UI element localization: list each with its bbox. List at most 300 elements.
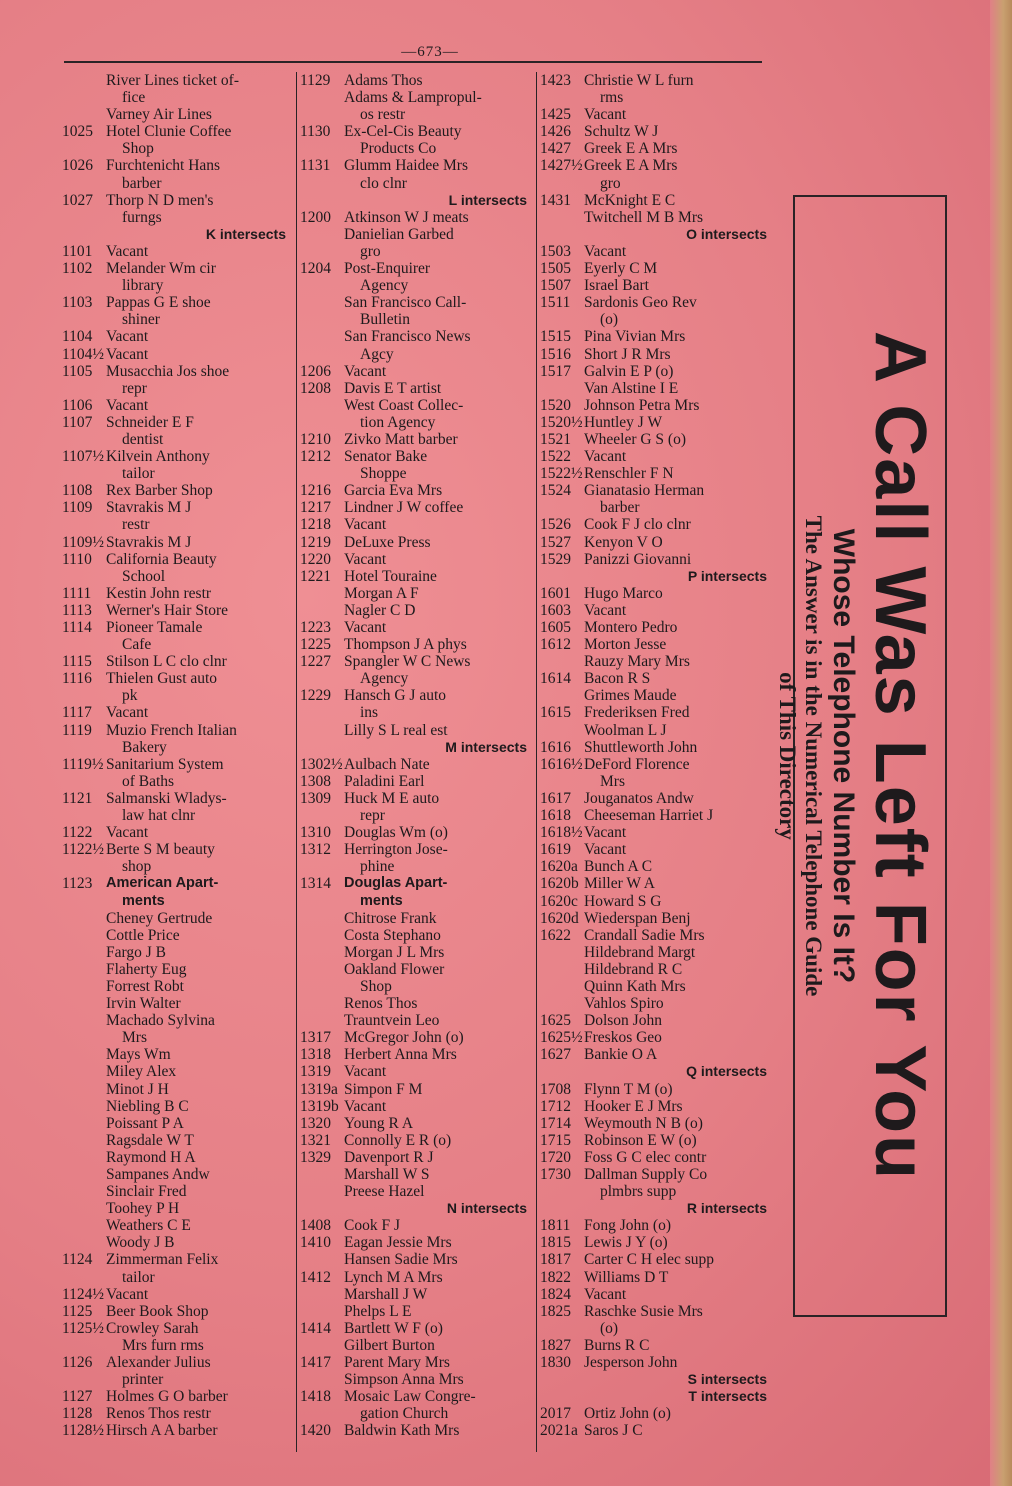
directory-entry [300,1183,535,1200]
entry-name: Preese Hazel [344,1183,425,1201]
entry-continuation: (o) [600,311,619,329]
directory-entry [62,1251,294,1285]
entry-name: Woody J B [106,1234,175,1252]
directory-entry [62,534,294,551]
directory-entry [300,585,535,602]
entry-name: California Beauty [106,550,217,568]
directory-entry [540,431,775,448]
entry-continuation: (o) [600,1319,619,1337]
entry-name: Phelps L E [344,1302,412,1320]
entry-continuation: repr [360,807,385,825]
house-number: 2017 [540,1405,571,1423]
directory-entry [62,585,294,602]
directory-entry [62,414,294,448]
directory-column-3 [540,72,775,1440]
directory-entry [300,687,535,721]
entry-name: Mays Wm [106,1046,171,1064]
house-number: 1420 [300,1422,331,1440]
directory-entry [540,328,775,345]
entry-name: Weathers C E [106,1217,191,1235]
directory-entry [300,448,535,482]
directory-entry [300,1337,535,1354]
entry-name: San Francisco Call- [344,294,467,312]
house-number: 1119 [62,721,92,739]
entry-name: Cheeseman Harriet J [584,807,714,825]
house-number: 1825 [540,1302,571,1320]
house-number: 1423 [540,72,571,89]
directory-entry [540,1098,775,1115]
directory-entry [300,157,535,191]
entry-continuation: gation Church [360,1405,449,1423]
entry-name: Raymond H A [106,1148,196,1166]
directory-entry [300,1422,535,1439]
entry-name: Poissant P A [106,1114,184,1132]
directory-entry [300,1046,535,1063]
entry-continuation: ments [122,892,165,909]
directory-entry [62,1115,294,1132]
directory-entry [300,294,535,328]
house-number: 1200 [300,208,331,226]
entry-name: Bartlett W F (o) [344,1319,443,1337]
directory-entry [62,910,294,927]
directory-entry [62,1286,294,1303]
directory-entry [540,756,775,790]
house-number: 1520½ [540,413,583,431]
entry-name: Hansch G J auto [344,687,447,705]
house-number: 1102 [62,260,93,278]
house-number: 1108 [62,482,93,500]
directory-entry [62,397,294,414]
directory-entry [300,1081,535,1098]
entry-continuation: clo clnr [360,174,407,192]
house-number: 1522 [540,448,571,466]
entry-name: Post-Enquirer [344,260,431,278]
entry-name: Vacant [106,396,149,414]
entry-name: Eyerly C M [584,260,658,278]
entry-name: Hooker E J Mrs [584,1097,683,1115]
directory-entry [540,824,775,841]
house-number: 1822 [540,1268,571,1286]
directory-entry [62,1183,294,1200]
house-number: 1515 [540,328,571,346]
house-number: 1620b [540,875,579,893]
directory-entry [540,140,775,157]
entry-name: Hugo Marco [584,584,663,602]
directory-entry [540,448,775,465]
entry-name: Vacant [106,328,149,346]
house-number: 1109½ [62,533,105,551]
directory-entry [540,1166,775,1200]
entry-name: Vacant [106,824,149,842]
entry-name: Toohey P H [106,1200,180,1218]
entry-name: Gilbert Burton [344,1336,435,1354]
house-number: 1318 [300,1046,331,1064]
entry-name: Spangler W C News [344,653,471,671]
directory-entry [300,516,535,533]
house-number: 1219 [300,533,331,551]
house-number: 1529 [540,550,571,568]
directory-entry [300,722,535,739]
house-number: 1312 [300,841,331,859]
street-intersect-label: T intersects [688,1388,767,1405]
entry-name: Greek E A Mrs [584,140,678,158]
entry-name: Jouganatos Andw [584,789,694,807]
directory-entry [62,106,294,123]
house-number: 1317 [300,1029,331,1047]
house-number: 1811 [540,1217,571,1235]
directory-entry [540,790,775,807]
house-number: 1103 [62,294,93,312]
directory-entry [300,499,535,516]
entry-name: Herrington Jose- [344,841,448,859]
directory-entry [540,1354,775,1371]
directory-entry [540,1149,775,1166]
house-number: 1109 [62,499,93,517]
entry-name: Zivko Matt barber [344,430,458,448]
entry-continuation: restr [122,516,150,534]
entry-name: Vacant [584,601,627,619]
entry-name: Beer Book Shop [106,1302,209,1320]
house-number: 1720 [540,1148,571,1166]
house-number: 1121 [62,789,93,807]
house-number: 1221 [300,567,331,585]
entry-name: Rauzy Mary Mrs [584,653,690,671]
directory-entry [540,1115,775,1132]
house-number: 1507 [540,277,571,295]
ad-line-3: of This Directory [775,672,800,840]
ad-rotated-text [775,206,940,1306]
directory-entry [540,123,775,140]
directory-entry [300,363,535,380]
directory-entry [540,1422,775,1439]
house-number: 1124½ [62,1285,105,1303]
entry-name: Minot J H [106,1080,169,1098]
directory-entry [300,534,535,551]
directory-entry [300,961,535,995]
house-number: 1126 [62,1354,93,1372]
house-number: 1824 [540,1285,571,1303]
directory-entry [62,294,294,328]
house-number: 1122½ [62,841,105,859]
entry-name: Miller W A [584,875,655,893]
directory-entry [300,1371,535,1388]
entry-continuation: phine [360,858,395,876]
directory-entry [62,653,294,670]
entry-name: Vacant [344,619,387,636]
house-number: 1817 [540,1251,571,1269]
house-number: 1505 [540,260,571,278]
house-number: 1309 [300,789,331,807]
entry-continuation: Mrs furn rms [122,1336,204,1354]
entry-name: Vacant [106,704,149,722]
house-number: 1125 [62,1302,93,1320]
entry-name: Saros J C [584,1422,643,1440]
directory-entry [300,1388,535,1422]
directory-entry [62,602,294,619]
directory-column-1 [62,72,294,1440]
house-number: 1521 [540,430,571,448]
directory-entry [540,841,775,858]
directory-entry [62,346,294,363]
entry-name: Twitchell M B Mrs [584,208,704,226]
entry-name: Parent Mary Mrs [344,1354,450,1372]
directory-entry [300,226,535,260]
directory-entry [540,1012,775,1029]
entry-name: Sanitarium System [106,755,224,773]
entry-name: Johnson Petra Mrs [584,396,700,414]
entry-name: Morton Jesse [584,636,667,654]
entry-continuation: Bakery [122,738,167,756]
entry-name: Shuttleworth John [584,738,698,756]
entry-name: McGregor John (o) [344,1029,464,1047]
entry-name: Williams D T [584,1268,669,1286]
entry-name: Aulbach Nate [344,755,430,773]
house-number: 1113 [62,601,92,619]
directory-entry [540,704,775,721]
house-number: 1122 [62,824,93,842]
directory-entry [300,1132,535,1149]
directory-entry [300,1029,535,1046]
entry-continuation: law hat clnr [122,807,196,825]
directory-entry [540,243,775,260]
directory-entry [540,534,775,551]
entry-name: Foss G C elec contr [584,1148,707,1166]
entry-name: Werner's Hair Store [106,601,229,619]
entry-name: Nagler C D [344,601,416,619]
street-intersect-label: N intersects [446,1200,527,1217]
directory-entry [540,893,775,910]
entry-name: Hirsch A A barber [106,1422,218,1440]
entry-name: Musacchia Jos shoe [106,362,230,380]
directory-entry [300,1063,535,1080]
directory-entry [540,858,775,875]
entry-continuation: fice [122,89,146,107]
house-number: 1627 [540,1046,571,1064]
entry-name: Carter C H elec supp [584,1251,714,1269]
house-number: 1129 [300,72,331,89]
directory-entry [62,1012,294,1046]
entry-continuation: Agency [360,277,409,295]
directory-entry [540,1132,775,1149]
entry-name: Machado Sylvina [106,1012,215,1030]
directory-entry [540,807,775,824]
directory-entry [300,89,535,123]
entry-name: Freskos Geo [584,1029,662,1047]
house-number: 1427½ [540,157,583,175]
directory-entry [62,619,294,653]
entry-name: Vacant [584,824,627,842]
directory-entry [62,123,294,157]
directory-entry [300,910,535,927]
entry-name: Huntley J W [584,413,663,431]
house-number: 1616½ [540,755,583,773]
directory-entry [540,277,775,294]
entry-name: Frederiksen Fred [584,704,690,722]
directory-entry [300,619,535,636]
entry-name: Hildebrand R C [584,960,683,978]
house-number: 1027 [62,191,93,209]
directory-entry [540,1286,775,1303]
column-divider [536,72,537,1452]
entry-name: Van Alstine I E [584,379,679,397]
directory-entry [540,670,775,687]
directory-entry [300,1320,535,1337]
entry-continuation: Shop [122,140,154,158]
entry-name: Stavrakis M J [106,499,192,517]
directory-entry [300,72,535,89]
entry-name: Davenport R J [344,1148,434,1166]
entry-name: Simpon F M [344,1080,423,1098]
entry-continuation: School [122,567,166,585]
entry-continuation: tailor [122,465,155,483]
entry-name: Dolson John [584,1012,662,1030]
directory-entry [62,1098,294,1115]
entry-name: Connolly E R (o) [344,1131,452,1149]
directory-entry [300,260,535,294]
house-number: 1208 [300,379,331,397]
entry-name: Vacant [584,448,627,466]
entry-continuation: Shoppe [360,465,407,483]
directory-entry [62,875,294,909]
house-number: 1320 [300,1114,331,1132]
entry-continuation: barber [122,174,162,192]
entry-name: Fong John (o) [584,1217,671,1235]
directory-entry [300,756,535,773]
entry-name: Oakland Flower [344,960,445,978]
house-number: 1130 [300,123,331,141]
house-number: 1111 [62,584,92,602]
directory-entry [540,106,775,123]
entry-name: Kilvein Anthony [106,448,210,466]
house-number: 1618 [540,807,571,825]
entry-name: Short J R Mrs [584,345,671,363]
house-number: 1117 [62,704,92,722]
house-number: 1104 [62,328,93,346]
entry-continuation: os restr [360,106,406,124]
directory-entry [62,944,294,961]
entry-name: Greek E A Mrs [584,157,678,175]
entry-name: Herbert Anna Mrs [344,1046,457,1064]
entry-name: McKnight E C [584,191,676,209]
house-number: 1110 [62,550,92,568]
entry-continuation: furngs [122,208,162,226]
entry-continuation: Bulletin [360,311,410,329]
entry-name: Garcia Eva Mrs [344,482,443,500]
street-intersect-label: L intersects [448,191,527,208]
entry-name: Raschke Susie Mrs [584,1302,703,1320]
entry-name: Miley Alex [106,1063,177,1081]
directory-entry [62,927,294,944]
entry-name: Vacant [344,550,387,568]
house-number: 1410 [300,1234,331,1252]
directory-entry [540,910,775,927]
directory-entry [540,927,775,944]
entry-continuation: printer [122,1371,164,1389]
entry-name: DeFord Florence [584,755,690,773]
house-number: 1431 [540,191,571,209]
house-number: 1524 [540,482,571,500]
directory-entry [540,961,775,978]
entry-name: Adams Thos [344,72,423,89]
directory-entry [62,995,294,1012]
entry-continuation: pk [122,687,138,705]
directory-entry [62,841,294,875]
page-number: —673— [401,44,459,60]
entry-name: Senator Bake [344,448,428,466]
directory-entry [540,619,775,636]
directory-entry [62,551,294,585]
directory-entry [62,482,294,499]
entry-name: Hotel Clunie Coffee [106,123,232,141]
house-number: 1730 [540,1166,571,1183]
directory-entry [62,72,294,106]
directory-entry [300,1149,535,1166]
entry-name: Lindner J W coffee [344,499,464,517]
entry-name: Alexander Julius [106,1354,211,1372]
directory-entry [300,1217,535,1234]
entry-continuation: Agcy [360,345,394,363]
entry-name: Paladini Earl [344,772,425,790]
house-number: 1105 [62,362,93,380]
entry-name: Vacant [344,362,387,380]
entry-name: Grimes Maude [584,687,677,705]
directory-entry [300,1098,535,1115]
directory-entry [62,1422,294,1439]
directory-entry [300,1166,535,1183]
house-number: 1225 [300,636,331,654]
house-number: 1216 [300,482,331,500]
directory-entry [540,260,775,277]
entry-name: Cook F J [344,1217,400,1235]
entry-name: Lewis J Y (o) [584,1234,668,1252]
directory-entry [62,1063,294,1080]
directory-column-2 [300,72,535,1440]
directory-entry [540,1081,775,1098]
directory-entry [300,380,535,397]
entry-name: Atkinson W J meats [344,208,469,226]
entry-name: Furchtenicht Hans [106,157,221,175]
entry-name: Renos Thos restr [106,1405,211,1423]
directory-entry [62,328,294,345]
house-number: 1321 [300,1131,331,1149]
house-number: 1101 [62,242,93,260]
directory-entry [540,294,775,328]
directory-entry [540,72,775,106]
directory-entry [300,551,535,568]
entry-name: Renschler F N [584,465,674,483]
entry-name: Vacant [106,1285,149,1303]
house-number: 1329 [300,1148,331,1166]
entry-name: Pioneer Tamale [106,619,203,636]
house-number: 1511 [540,294,571,312]
entry-name: Pappas G E shoe [106,294,211,312]
entry-name: Young R A [344,1114,414,1132]
entry-name: Jesperson John [584,1354,678,1372]
house-number: 1116 [62,670,92,688]
entry-continuation: Shop [360,977,392,995]
directory-entry [540,1029,775,1046]
house-number: 1417 [300,1354,331,1372]
directory-entry [540,1405,775,1422]
entry-name: Robinson E W (o) [584,1131,697,1149]
entry-name: Varney Air Lines [106,106,212,124]
entry-name: Ortiz John (o) [584,1405,671,1423]
directory-entry [300,602,535,619]
entry-name: Chitrose Frank [344,909,437,927]
entry-name: Vahlos Spiro [584,995,664,1013]
entry-continuation: gro [600,174,621,192]
entry-name: Stavrakis M J [106,533,192,551]
